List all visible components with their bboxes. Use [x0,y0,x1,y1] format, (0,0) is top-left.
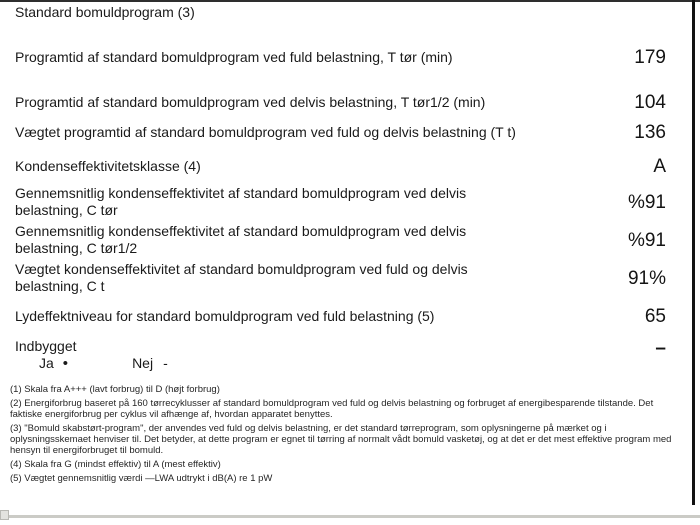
row-value: 104 [634,92,666,113]
spec-row-condensation-eff-full [0,185,700,219]
spec-row-weighted-program-time [0,123,700,142]
builtin-yes-no-line [15,355,168,372]
footnote-5: (5) Vægtet gennemsnitlig værdi —LWA udtrykt i dB(A) re 1 pW [10,473,273,484]
row-label: Lydeffektniveau for standard bomuldprogram ved fuld belastning (5) [15,308,435,324]
table-row-title [0,4,700,21]
row-value: 179 [634,47,666,68]
footnotes-block [0,372,700,484]
no-dash-icon: - [163,355,168,371]
no-label: Nej [132,355,154,371]
spec-row-program-time-full [0,48,700,67]
row-value: A [653,156,666,177]
row-label: Vægtet kondenseffektivitet af standard bomuldprogram ved fuld og delvis belastning, C t [15,261,468,294]
spec-row-weighted-condensation-eff [0,261,700,295]
spec-row-sound-power [0,307,700,326]
row-value: %91 [627,229,666,251]
footnote-2: (2) Energiforbrug baseret på 160 tørrecyklusser af standard bomuldprogram ved fuld og delvis belastning og forbruget af energibesparende tilstande. Det faktiske energiforbrug per cyklus vil afhænge af, hvordan apparatet benyttes. [10,398,654,420]
footnote-3: (3) "Bomuld skabstørt-program", der anvendes ved fuld og delvis belastning, er det standard tørreprogram, som oplysningerne på mærket og i oplysningsskemaet henviser til. Det betyder, at dette program er egnet til tørring af normalt vådt bomuld vasketøj, og at det er det mest effektive program med hensyn til energiforbruget til bomuld. [10,423,672,456]
yes-bullet-icon: • [62,355,69,372]
footnote-4: (4) Skala fra G (mindst effektiv) til A (mest effektiv) [10,459,221,470]
row-label: Programtid af standard bomuldprogram ved delvis belastning, T tør1/2 (min) [15,94,486,110]
yes-label: Ja [39,355,54,371]
row-value: %91 [627,191,666,213]
table-bottom-border [9,515,700,518]
spec-row-builtin [0,338,700,372]
row-label: Gennemsnitlig kondenseffektivitet af standard bomuldprogram ved delvis belastning, C tør1/2 [15,223,467,256]
table-top-border [0,0,700,2]
row-label: Kondenseffektivitetsklasse (4) [15,158,201,174]
scrollbar-corner [0,510,9,520]
spec-row-program-time-partial [0,93,700,112]
row-label: Programtid af standard bomuldprogram ved fuld belastning, T tør (min) [15,49,453,65]
spec-row-condensation-class [0,157,700,176]
row-value: – [655,338,666,359]
spec-row-condensation-eff-partial [0,223,700,257]
row-value: 136 [634,122,666,143]
row-label: Vægtet programtid af standard bomuldprogram ved fuld og delvis belastning (T t) [15,124,516,140]
row-value: 91% [627,267,666,289]
footnote-1: (1) Skala fra A+++ (lavt forbrug) til D (højt forbrug) [10,384,220,395]
builtin-label-block [15,338,168,372]
row-label: Gennemsnitlig kondenseffektivitet af standard bomuldprogram ved delvis belastning, C tør [15,185,467,218]
section-title: Standard bomuldprogram (3) [15,4,195,20]
row-label: Indbygget [15,338,77,354]
spec-table [0,4,700,484]
row-value: 65 [644,306,666,327]
